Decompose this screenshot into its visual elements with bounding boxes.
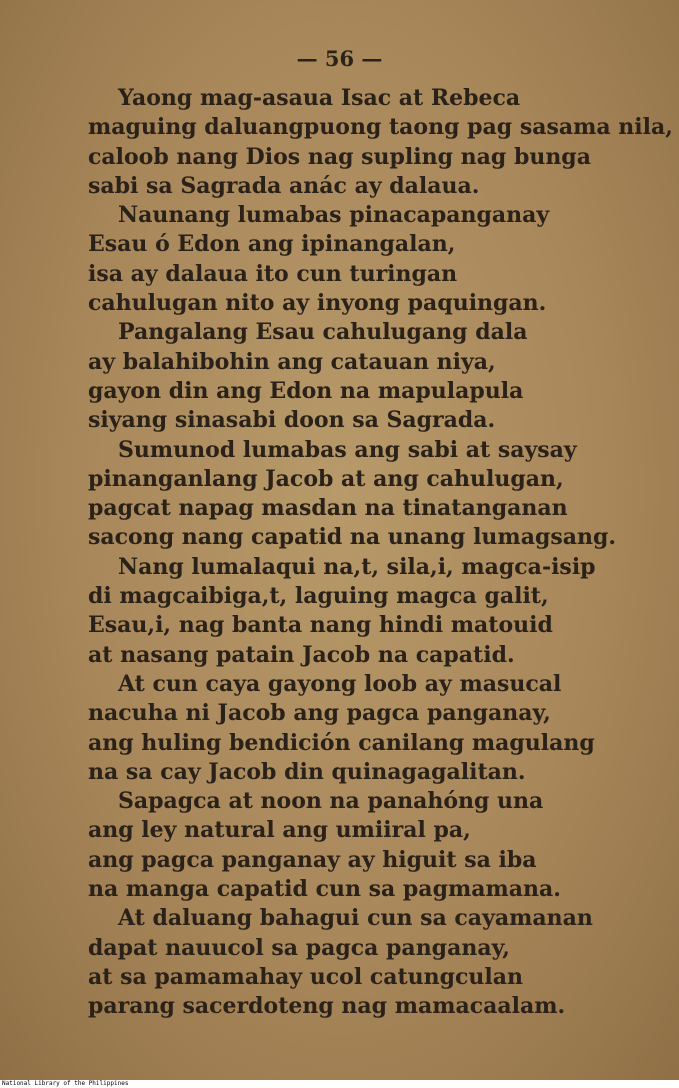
verse-line: sacong nang capatid na unang lumagsang.	[88, 524, 617, 551]
verse-block	[88, 84, 673, 1022]
verse-line: dapat nauucol sa pagca panganay,	[88, 934, 510, 961]
verse-line: ang pagca panganay ay higuit sa iba	[88, 846, 537, 873]
verse-line: pinanganlang Jacob at ang cahulugan,	[88, 465, 564, 492]
verse-line: ang ley natural ang umiiral pa,	[88, 817, 471, 844]
verse-line: na manga capatid cun sa pagmamana.	[88, 876, 561, 903]
verse-line: nacuha ni Jacob ang pagca panganay,	[88, 700, 551, 727]
verse-line: Pangalang Esau cahulugang dala	[118, 319, 528, 346]
verse-line: pagcat napag masdan na tinatanganan	[88, 495, 568, 522]
verse-line: At cun caya gayong loob ay masucal	[118, 670, 562, 697]
verse-line: at nasang patain Jacob na capatid.	[88, 641, 515, 668]
verse-line: caloob nang Dios nag supling nag bunga	[88, 143, 591, 170]
verse-line: maguing daluangpuong taong pag sasama nila,	[88, 114, 673, 141]
verse-line: siyang sinasabi doon sa Sagrada.	[88, 407, 496, 434]
verse-line: Naunang lumabas pinacapanganay	[118, 202, 550, 229]
verse-line: Sapagca at noon na panahóng una	[118, 788, 544, 815]
verse-line: gayon din ang Edon na mapulapula	[88, 377, 524, 404]
verse-line: Nang lumalaqui na,t, sila,i, magca-isip	[118, 553, 596, 580]
verse-line: Esau,i, nag banta nang hindi matouid	[88, 612, 553, 639]
verse-line: Sumunod lumabas ang sabi at saysay	[118, 436, 577, 463]
verse-line: na sa cay Jacob din quinagagalitan.	[88, 758, 526, 785]
verse-line: ay balahibohin ang catauan niya,	[88, 348, 496, 375]
verse-line: isa ay dalaua ito cun turingan	[88, 260, 458, 287]
verse-line: at sa pamamahay ucol catungculan	[88, 963, 524, 990]
verse-line: sabi sa Sagrada anác ay dalaua.	[88, 172, 480, 199]
verse-line: cahulugan nito ay inyong paquingan.	[88, 290, 547, 317]
footer-credit: National Library of the Philippines	[0, 1080, 679, 1088]
page-number: — 56 —	[296, 46, 383, 71]
verse-line: At daluang bahagui cun sa cayamanan	[118, 905, 593, 932]
verse-line: Esau ó Edon ang ipinangalan,	[88, 231, 456, 258]
verse-line: di magcaibiga,t, laguing magca galit,	[88, 583, 549, 610]
verse-line: ang huling bendición canilang magulang	[88, 729, 595, 756]
verse-line: parang sacerdoteng nag mamacaalam.	[88, 993, 566, 1020]
verse-line: Yaong mag-asaua Isac at Rebeca	[118, 85, 521, 111]
